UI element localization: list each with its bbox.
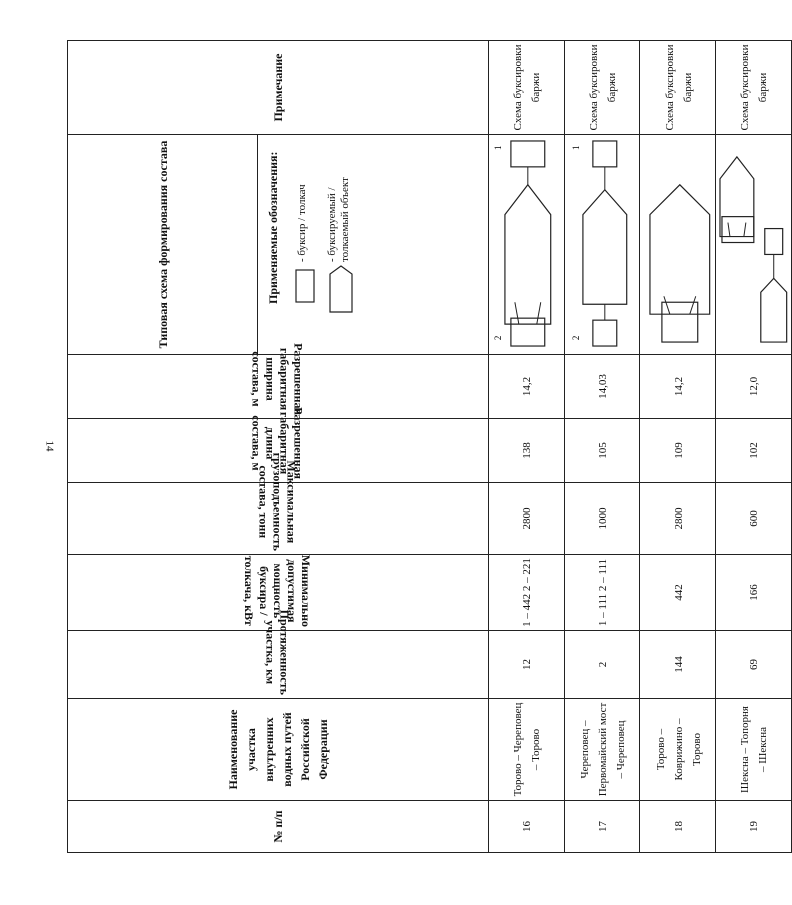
towing-scheme-diagram — [640, 135, 715, 354]
row-scheme — [715, 135, 791, 355]
scheme-label-2: 2 — [492, 335, 503, 341]
row-length: 2 — [564, 631, 640, 699]
scheme-label-1: 1 — [570, 145, 581, 150]
header-allowed-width: Разрешенная габаритная ширина состава, м — [68, 355, 489, 419]
row-section: Торово – Череповец – Торово — [489, 699, 565, 801]
row-capacity: 2800 — [640, 483, 716, 555]
row-length: 12 — [489, 631, 565, 699]
barge-front-icon — [761, 278, 787, 342]
barge-icon — [650, 185, 710, 314]
header-capacity: Максимальная грузоподъемность состава, тонн — [68, 483, 489, 555]
barge-rear-icon — [720, 157, 754, 237]
row-scheme — [640, 135, 716, 355]
row-allowed-width: 14,2 — [640, 355, 716, 419]
row-capacity: 600 — [715, 483, 791, 555]
tug-legend-icon — [292, 264, 322, 304]
towing-scheme-diagram — [565, 135, 640, 354]
scheme-label-1: 1 — [492, 145, 503, 150]
towing-table — [67, 40, 792, 853]
legend-title: Применяемые обозначения: — [266, 151, 280, 304]
header-power: Минимально допустимая мощность буксира / толкача, кВт — [68, 555, 489, 631]
row-num: 16 — [489, 801, 565, 853]
row-length: 144 — [640, 631, 716, 699]
header-length: Протяженность участка, км — [68, 631, 489, 699]
header-row — [68, 41, 258, 853]
row-power: 166 — [715, 555, 791, 631]
row-allowed-length: 105 — [564, 419, 640, 483]
table-row — [715, 41, 791, 853]
row-note: Схема буксировки баржи — [564, 41, 640, 135]
header-scheme: Типовая схема формирования состава — [68, 135, 258, 355]
header-num: № п/п — [68, 801, 489, 853]
scheme-label-2: 2 — [570, 335, 581, 341]
towed-legend-icon — [322, 262, 362, 314]
towing-scheme-diagram — [489, 135, 564, 354]
table-row — [564, 41, 640, 853]
legend-tug-label: - буксир / толкач — [296, 184, 308, 262]
barge-icon — [583, 190, 627, 304]
row-allowed-length: 102 — [715, 419, 791, 483]
row-scheme — [489, 135, 565, 355]
row-length: 69 — [715, 631, 791, 699]
row-allowed-width: 14,2 — [489, 355, 565, 419]
header-section: Наименование участка внутренних водных путей Российской Федерации — [68, 699, 489, 801]
row-note: Схема буксировки баржи — [640, 41, 716, 135]
row-allowed-width: 14,03 — [564, 355, 640, 419]
row-power: 1 – 111 2 – 111 — [564, 555, 640, 631]
header-allowed-length: Разрешенная габаритная длина состава, м — [68, 419, 489, 483]
row-allowed-length: 138 — [489, 419, 565, 483]
row-scheme — [564, 135, 640, 355]
row-section: Череповец – Первомайский мост – Череповец — [564, 699, 640, 801]
row-note: Схема буксировки баржи — [715, 41, 791, 135]
row-allowed-length: 109 — [640, 419, 716, 483]
legend-towed-label: - буксируемый / толкаемый объект — [326, 177, 352, 262]
tug-1-icon — [593, 141, 617, 167]
pusher-icon — [662, 302, 698, 342]
row-capacity: 2800 — [489, 483, 565, 555]
row-num: 18 — [640, 801, 716, 853]
tug-2-icon — [511, 318, 545, 346]
row-capacity: 1000 — [564, 483, 640, 555]
pusher-icon — [722, 217, 754, 243]
row-allowed-width: 12,0 — [715, 355, 791, 419]
table-container — [67, 41, 770, 853]
row-num: 17 — [564, 801, 640, 853]
row-power: 1 – 442 2 – 221 — [489, 555, 565, 631]
table-row — [489, 41, 565, 853]
header-note: Примечание — [68, 41, 489, 135]
tug-icon — [765, 229, 783, 255]
row-num: 19 — [715, 801, 791, 853]
row-section: Шексна – Топорня – Шексна — [715, 699, 791, 801]
tug-1-icon — [511, 141, 545, 167]
row-note: Схема буксировки баржи — [489, 41, 565, 135]
row-section: Торово – Коврижино – Торово — [640, 699, 716, 801]
page-number: 14 — [43, 440, 56, 452]
row-power: 442 — [640, 555, 716, 631]
towing-scheme-diagram — [716, 135, 791, 354]
tug-2-icon — [593, 320, 617, 346]
legend-cell — [258, 135, 489, 355]
table-row — [640, 41, 716, 853]
barge-icon — [505, 185, 551, 324]
